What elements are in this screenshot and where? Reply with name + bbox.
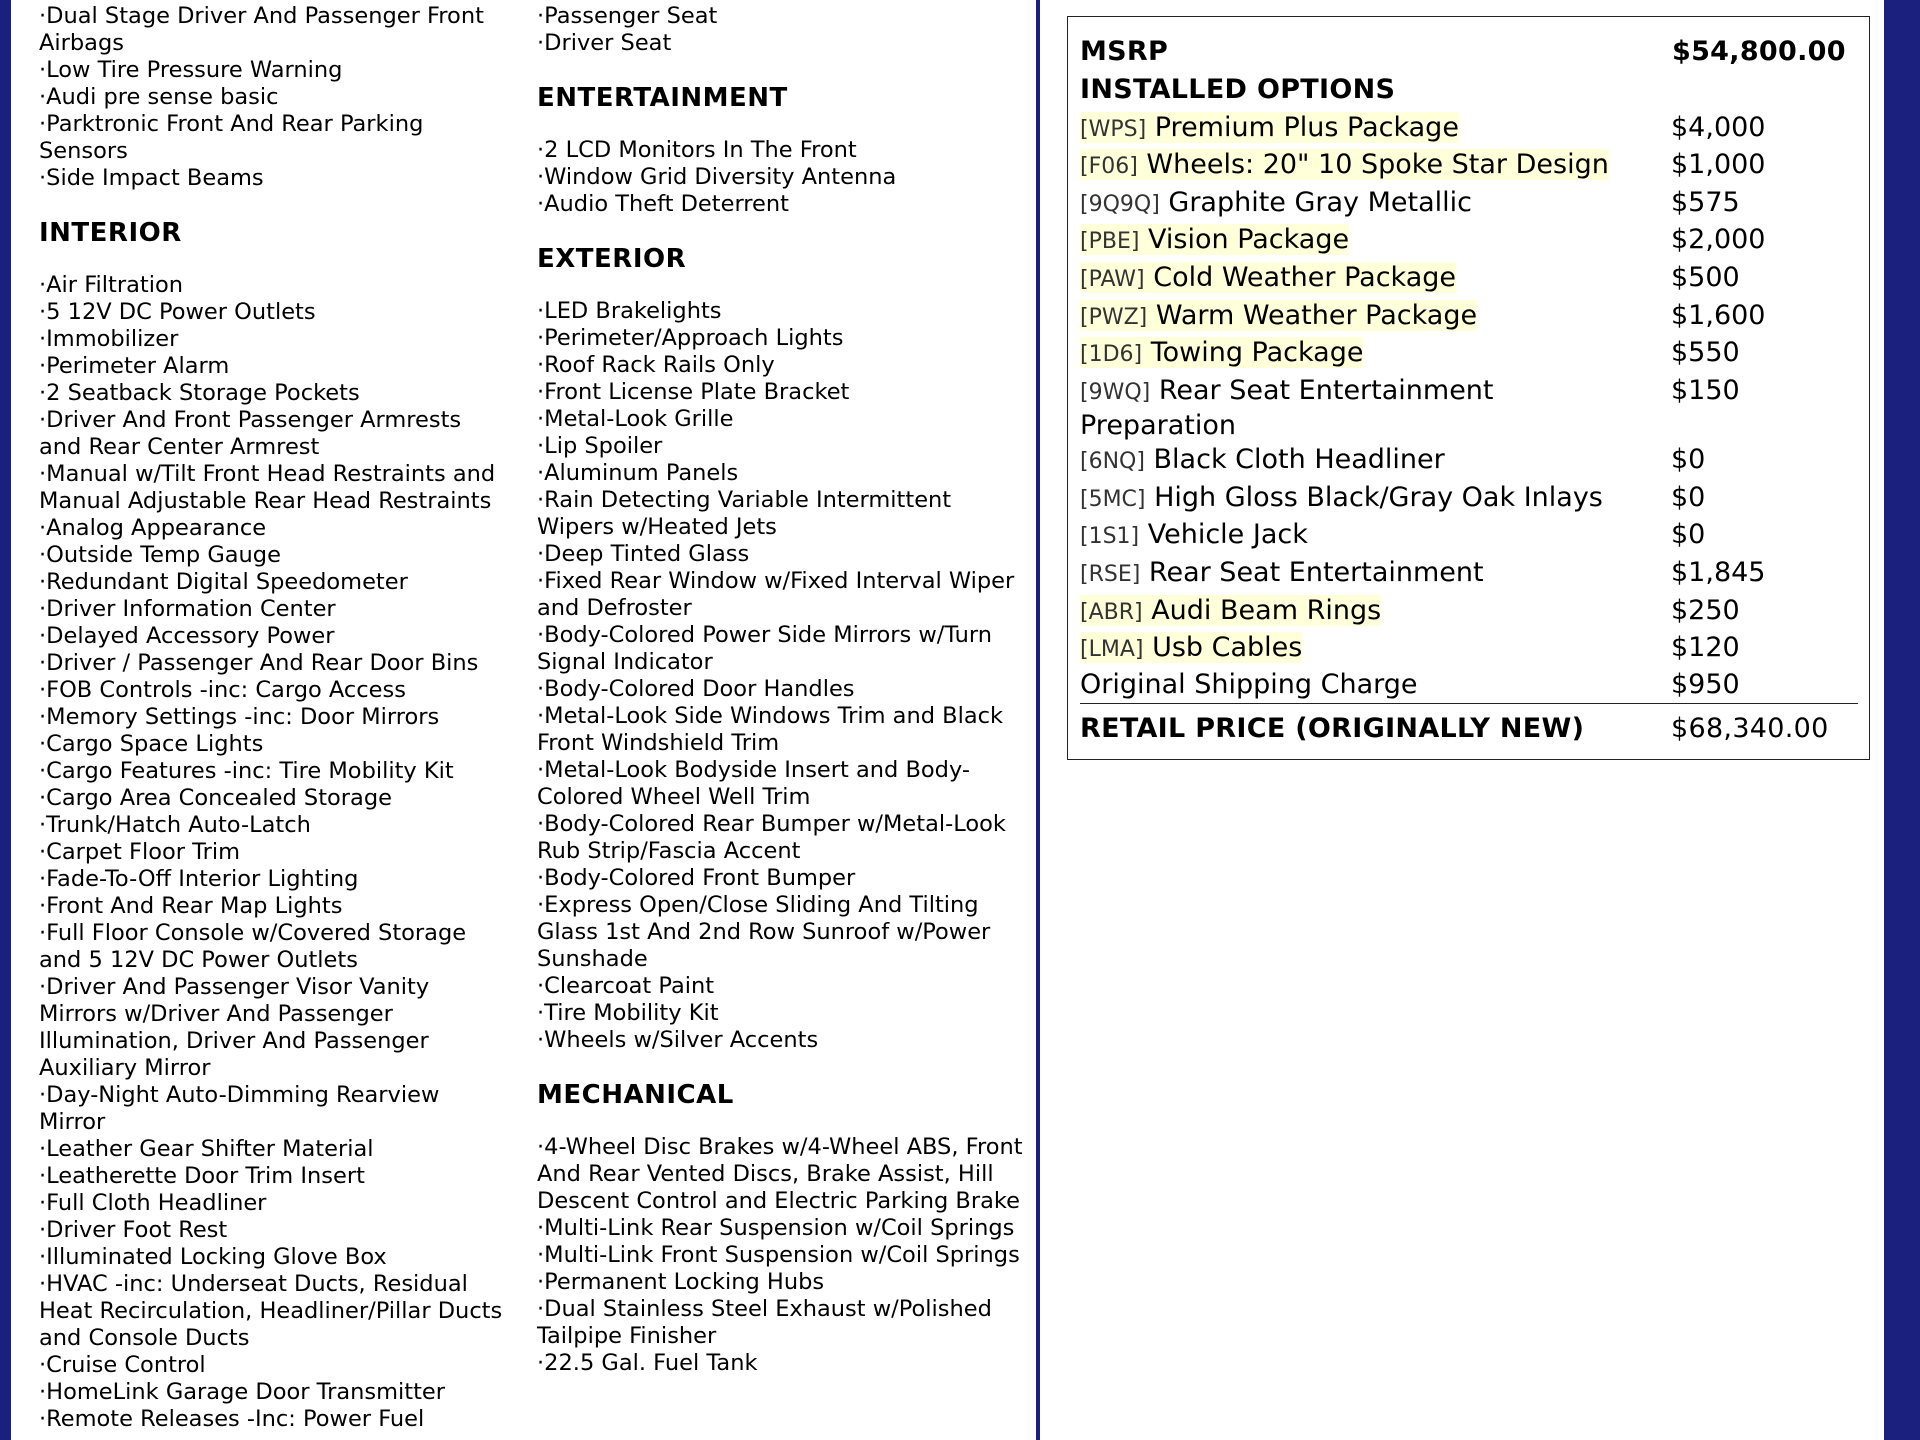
list-item: · HVAC -inc: Underseat Ducts, Residual Heat Recirculation, Headliner/Pillar Ducts and Console Ducts (39, 1271, 509, 1352)
list-item: · Cargo Features -inc: Tire Mobility Kit (39, 758, 509, 785)
list-item: · Driver Information Center (39, 596, 509, 623)
shipping-value: $950 (1671, 669, 1740, 700)
list-item: · Leatherette Door Trim Insert (39, 1163, 509, 1190)
option-code: [F06] (1080, 154, 1138, 179)
option-name: Cold Weather Package (1153, 262, 1456, 293)
option-label-highlight (1080, 632, 1302, 663)
list-item: · 2 LCD Monitors In The Front (537, 137, 1027, 164)
option-price: $4,000 (1671, 112, 1766, 143)
option-price: $1,000 (1671, 149, 1766, 180)
option-label-highlight (1080, 337, 1363, 368)
option-label-highlight (1080, 262, 1456, 293)
exterior-list (537, 298, 1027, 1054)
list-item: · Metal-Look Side Windows Trim and Black Front Windshield Trim (537, 703, 1027, 757)
list-item: · Parktronic Front And Rear Parking Sensors (39, 111, 509, 165)
list-item: · Cargo Space Lights (39, 731, 509, 758)
list-item: · FOB Controls -inc: Cargo Access (39, 677, 509, 704)
option-name: Graphite Gray Metallic (1168, 187, 1473, 218)
list-item: · Day-Night Auto-Dimming Rearview Mirror (39, 1082, 509, 1136)
list-item: · LED Brakelights (537, 298, 1027, 325)
list-item: · Illuminated Locking Glove Box (39, 1244, 509, 1271)
option-price: $575 (1671, 187, 1740, 218)
list-item: · Multi-Link Front Suspension w/Coil Springs (537, 1242, 1027, 1269)
option-name: Black Cloth Headliner (1153, 444, 1445, 475)
list-item: · 22.5 Gal. Fuel Tank (537, 1350, 1027, 1377)
option-label-highlight (1080, 112, 1459, 143)
list-item: · Side Impact Beams (39, 165, 509, 192)
list-item: · Passenger Seat (537, 3, 1027, 30)
entertainment-heading: ENTERTAINMENT (537, 83, 788, 113)
option-code: [PBE] (1080, 229, 1140, 254)
list-item: · Immobilizer (39, 326, 509, 353)
list-item: · Body-Colored Front Bumper (537, 865, 1027, 892)
option-price: $0 (1671, 444, 1706, 475)
options-heading: INSTALLED OPTIONS (1080, 74, 1396, 105)
features-column-1 (39, 3, 509, 1433)
list-item: · 5 12V DC Power Outlets (39, 299, 509, 326)
list-item: · Metal-Look Bodyside Insert and Body-Colored Wheel Well Trim (537, 757, 1027, 811)
list-item: · Clearcoat Paint (537, 973, 1027, 1000)
option-name: Vehicle Jack (1147, 519, 1308, 550)
option-code: [1S1] (1080, 524, 1140, 549)
list-item: · Wheels w/Silver Accents (537, 1027, 1027, 1054)
list-item: · Leather Gear Shifter Material (39, 1136, 509, 1163)
features-column-2 (537, 3, 1027, 1377)
list-item: · Dual Stage Driver And Passenger Front Airbags (39, 3, 509, 57)
list-item: · Lip Spoiler (537, 433, 1027, 460)
option-price: $1,845 (1671, 557, 1766, 588)
option-price: $120 (1671, 632, 1740, 663)
list-item: · Air Filtration (39, 272, 509, 299)
msrp-label: MSRP (1080, 36, 1169, 67)
option-label-highlight (1080, 595, 1381, 626)
list-item: · Driver Seat (537, 30, 1027, 57)
option-code: [5MC] (1080, 487, 1146, 512)
exterior-heading: EXTERIOR (537, 244, 687, 274)
list-item: · Body-Colored Door Handles (537, 676, 1027, 703)
list-item: · Deep Tinted Glass (537, 541, 1027, 568)
option-label-highlight (1080, 149, 1609, 180)
list-item: · Cruise Control (39, 1352, 509, 1379)
list-item: · Audi pre sense basic (39, 84, 509, 111)
list-item: · Fixed Rear Window w/Fixed Interval Wiper and Defroster (537, 568, 1027, 622)
list-item: · Audio Theft Deterrent (537, 191, 1027, 218)
entertainment-list (537, 137, 1027, 218)
option-code: [9WQ] (1080, 380, 1151, 405)
mechanical-list (537, 1134, 1027, 1377)
list-item: · Express Open/Close Sliding And Tilting Glass 1st And 2nd Row Sunroof w/Power Sunshade (537, 892, 1027, 973)
option-name: Towing Package (1150, 337, 1364, 368)
list-item: · Metal-Look Grille (537, 406, 1027, 433)
list-item: · Front And Rear Map Lights (39, 893, 509, 920)
option-code: [9Q9Q] (1080, 192, 1160, 217)
option-name: Wheels: 20" 10 Spoke Star Design (1146, 149, 1609, 180)
list-item: · Dual Stainless Steel Exhaust w/Polished Tailpipe Finisher (537, 1296, 1027, 1350)
list-item: · Roof Rack Rails Only (537, 352, 1027, 379)
list-item: · Body-Colored Power Side Mirrors w/Turn Signal Indicator (537, 622, 1027, 676)
list-item: · Low Tire Pressure Warning (39, 57, 509, 84)
list-item: · Body-Colored Rear Bumper w/Metal-Look Rub Strip/Fascia Accent (537, 811, 1027, 865)
retail-price-label: RETAIL PRICE (ORIGINALLY NEW) (1080, 713, 1585, 744)
list-item: · Trunk/Hatch Auto-Latch (39, 812, 509, 839)
option-price: $2,000 (1671, 224, 1766, 255)
list-item: · Tire Mobility Kit (537, 1000, 1027, 1027)
option-name: Rear Seat Entertainment (1148, 557, 1484, 588)
option-label-highlight (1080, 224, 1349, 255)
list-item: · Full Floor Console w/Covered Storage and 5 12V DC Power Outlets (39, 920, 509, 974)
list-item: · Aluminum Panels (537, 460, 1027, 487)
total-divider (1080, 703, 1858, 704)
list-item: · Redundant Digital Speedometer (39, 569, 509, 596)
left-border-bar (0, 0, 11, 1440)
option-code: [1D6] (1080, 342, 1143, 367)
option-price: $250 (1671, 595, 1740, 626)
list-item: · Driver And Front Passenger Armrests and Rear Center Armrest (39, 407, 509, 461)
option-price: $500 (1671, 262, 1740, 293)
option-price: $0 (1671, 482, 1706, 513)
list-item: · Driver Foot Rest (39, 1217, 509, 1244)
list-item: · Outside Temp Gauge (39, 542, 509, 569)
list-item: · Perimeter/Approach Lights (537, 325, 1027, 352)
option-name: Rear Seat Entertainment Preparation (1080, 375, 1494, 441)
list-item: · Full Cloth Headliner (39, 1190, 509, 1217)
pricing-panel (1067, 16, 1870, 760)
retail-price-value: $68,340.00 (1671, 713, 1829, 744)
list-item: · Manual w/Tilt Front Head Restraints and Manual Adjustable Rear Head Restraints (39, 461, 509, 515)
option-name: Vision Package (1148, 224, 1350, 255)
list-item: · HomeLink Garage Door Transmitter (39, 1379, 509, 1406)
option-code: [6NQ] (1080, 449, 1145, 474)
list-item: · Permanent Locking Hubs (537, 1269, 1027, 1296)
option-code: [RSE] (1080, 562, 1141, 587)
list-item: · Driver / Passenger And Rear Door Bins (39, 650, 509, 677)
list-item: · Fade-To-Off Interior Lighting (39, 866, 509, 893)
list-item: · Front License Plate Bracket (537, 379, 1027, 406)
list-item: · Rain Detecting Variable Intermittent Wipers w/Heated Jets (537, 487, 1027, 541)
interior-list (39, 272, 509, 1433)
option-name: High Gloss Black/Gray Oak Inlays (1154, 482, 1603, 513)
option-price: $1,600 (1671, 300, 1766, 331)
seat-list (537, 3, 1027, 57)
option-price: $0 (1671, 519, 1706, 550)
option-code: [ABR] (1080, 600, 1143, 625)
shipping-label: Original Shipping Charge (1080, 669, 1418, 700)
option-price: $550 (1671, 337, 1740, 368)
mechanical-heading: MECHANICAL (537, 1080, 734, 1110)
list-item: · Analog Appearance (39, 515, 509, 542)
list-item: · Driver And Passenger Visor Vanity Mirrors w/Driver And Passenger Illumination, Driver And Passenger Auxiliary Mirror (39, 974, 509, 1082)
right-border-bar (1884, 0, 1920, 1440)
option-label-highlight (1080, 300, 1477, 331)
msrp-value: $54,800.00 (1672, 36, 1846, 67)
list-item: · 4-Wheel Disc Brakes w/4-Wheel ABS, Front And Rear Vented Discs, Brake Assist, Hill Descent Control and Electric Parking Brake (537, 1134, 1027, 1215)
list-item: · 2 Seatback Storage Pockets (39, 380, 509, 407)
list-item: · Multi-Link Rear Suspension w/Coil Springs (537, 1215, 1027, 1242)
option-code: [WPS] (1080, 117, 1147, 142)
list-item: · Memory Settings -inc: Door Mirrors (39, 704, 509, 731)
interior-heading: INTERIOR (39, 218, 182, 248)
list-item: · Perimeter Alarm (39, 353, 509, 380)
list-item: · Delayed Accessory Power (39, 623, 509, 650)
option-name: Usb Cables (1152, 632, 1303, 663)
option-code: [PWZ] (1080, 305, 1148, 330)
list-item: · Cargo Area Concealed Storage (39, 785, 509, 812)
option-price: $150 (1671, 375, 1740, 406)
list-item: · Window Grid Diversity Antenna (537, 164, 1027, 191)
option-code: [LMA] (1080, 637, 1144, 662)
center-divider-bar (1036, 0, 1040, 1440)
option-name: Audi Beam Rings (1151, 595, 1382, 626)
option-code: [PAW] (1080, 267, 1145, 292)
list-item: · Remote Releases -Inc: Power Fuel (39, 1406, 509, 1433)
option-name: Warm Weather Package (1155, 300, 1478, 331)
safety-list (39, 3, 509, 192)
option-name: Premium Plus Package (1154, 112, 1459, 143)
list-item: · Carpet Floor Trim (39, 839, 509, 866)
